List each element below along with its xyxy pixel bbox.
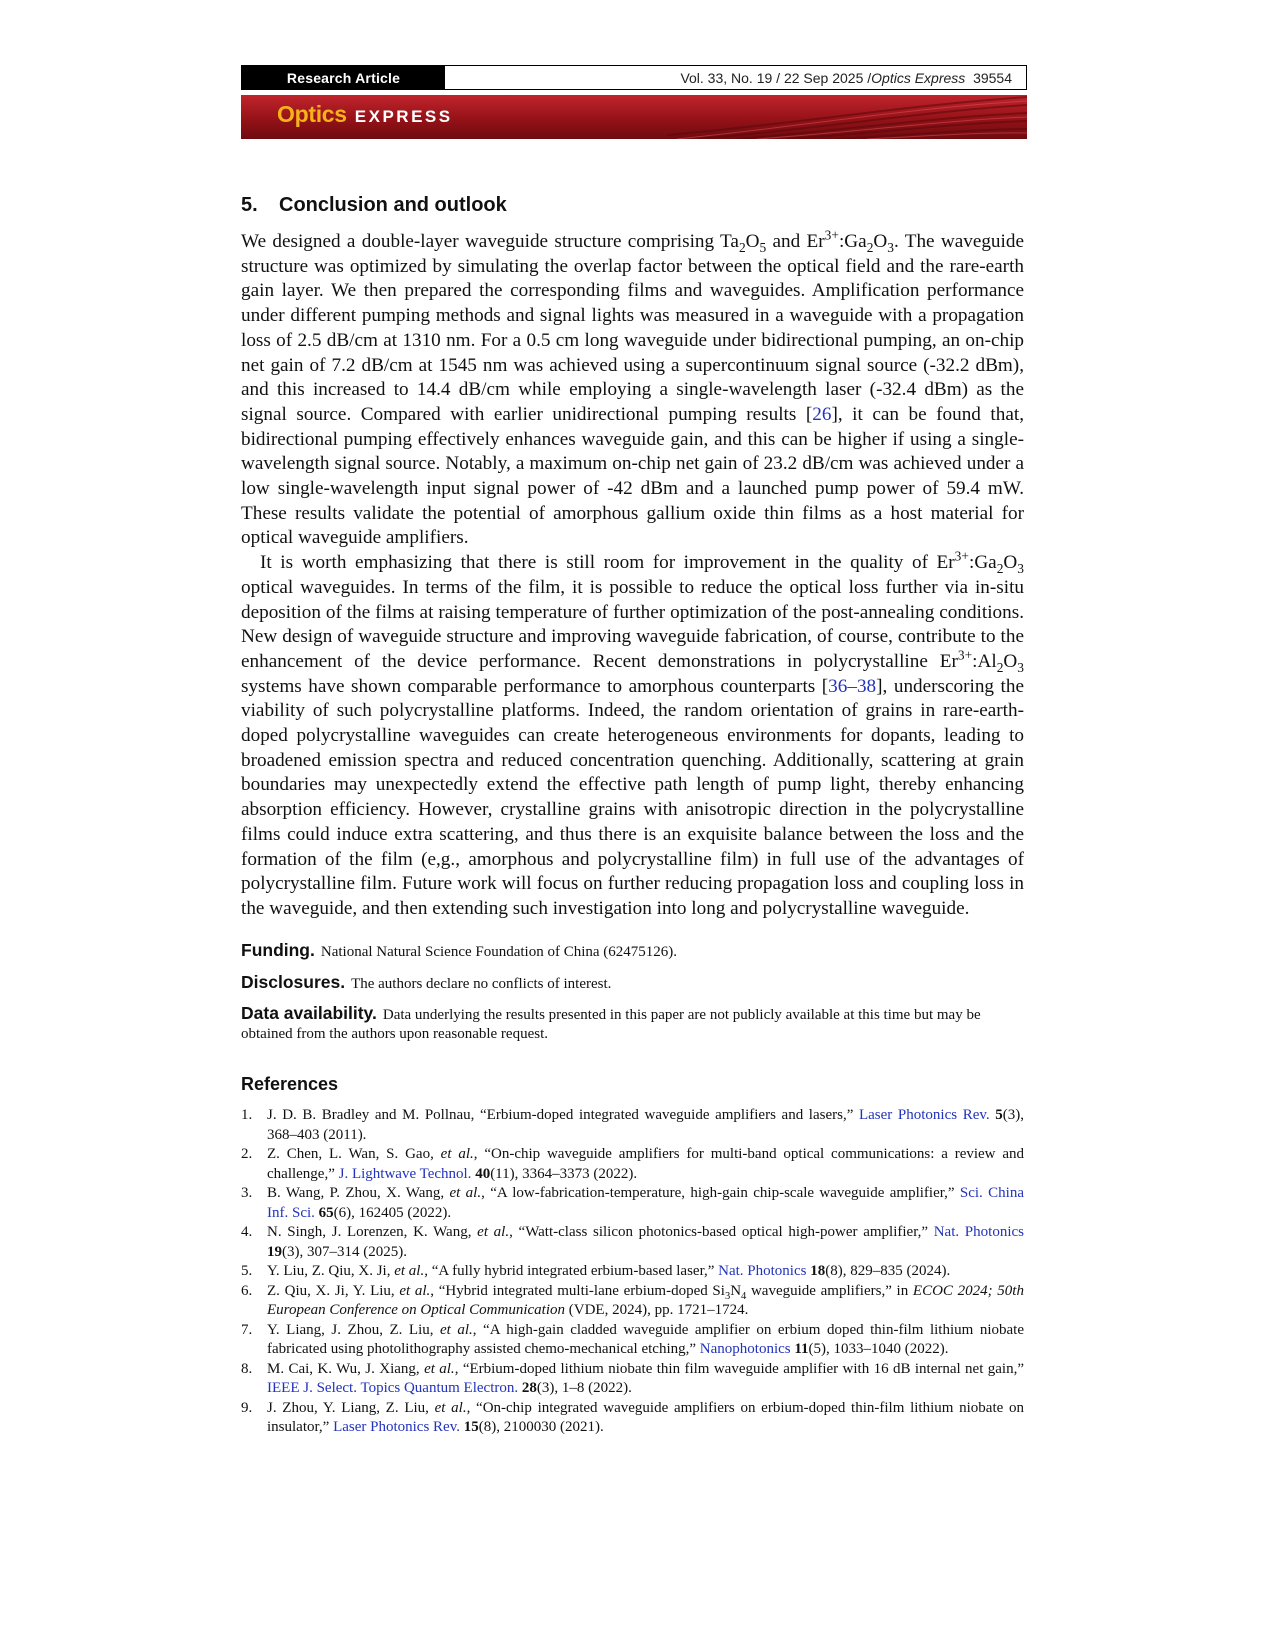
funding-label: Funding.: [241, 940, 315, 960]
references-heading: References: [241, 1074, 339, 1094]
logo-optics-text: Optics: [277, 101, 347, 127]
journal-name: Optics Express: [871, 69, 966, 86]
reference-item: 5. Y. Liu, Z. Qiu, X. Ji, et al., “A fully hybrid integrated erbium-based laser,” Nat. Photonics 18(8), 829–835 (2024).: [241, 1263, 951, 1279]
funding-statement: [241, 941, 1024, 962]
reference-item: 2. Z. Chen, L. Wan, S. Gao, et al., “On-chip waveguide amplifiers for multi-band optical communications: a review and challenge,” J. Lightwave Technol. 40(11), 3364–3373 (2022).: [241, 1146, 1024, 1182]
citation-prefix: Vol. 33, No. 19 / 22 Sep 2025 /: [680, 69, 872, 86]
citation-link[interactable]: 26: [812, 403, 832, 425]
journal-banner: [241, 95, 1027, 139]
reference-item: 1. J. D. B. Bradley and M. Pollnau, “Erbium-doped integrated waveguide amplifiers and lasers,” Laser Photonics Rev. 5(3), 368–403 (2011).: [241, 1107, 1025, 1143]
section-body: [241, 227, 1024, 922]
citation-line: [445, 66, 1026, 89]
disclosures-text: The authors declare no conflicts of interest.: [351, 976, 612, 992]
reference-item: 4. N. Singh, J. Lorenzen, K. Wang, et al., “Watt-class silicon photonics-based optical high-power amplifier,” Nat. Photonics 19(3), 307–314 (2025).: [241, 1224, 1024, 1260]
section-number: 5.: [241, 194, 258, 216]
journal-link[interactable]: Nanophotonics: [699, 1341, 791, 1357]
paragraph-2: It is worth emphasizing that there is still room for improvement in the quality of $Er^{3+}:Ga_2O_3$ optical waveguides. In terms of the film, it is possible to reduce the optical loss further via in-situ deposition of the films at raising temperature of further optimization of the post-annealing conditions. New design of waveguide structure and improving waveguide fabrication, of course, contribute to the enhancement of the device performance. Recent demonstrations in polycrystalline $Er^{3+}:Al_2O_3$ systems have shown comparable performance to amorphous counterparts [36–38], underscoring the viability of such polycrystalline platforms. Indeed, the random orientation of grains in rare-earth-doped polycrystalline waveguides can create heterogeneous environments for dopants, leading to broadened emission spectra and reduced concentration quenching. Additionally, scattering at grain boundaries may unexpectedly extend the effective path length of pump light, thereby enhancing absorption efficiency. However, crystalline grains with anisotropic direction in the polycrystalline films could induce extra scattering, and thus there is an exquisite balance between the loss and the formation of the film (e,g., amorphous and polycrystalline film) in full use of the advantages of polycrystalline film. Future work will focus on further reducing propagation loss and coupling loss in the waveguide, and then extending such investigation into long and polycrystalline waveguide.: [241, 548, 1024, 919]
section-title-text: Conclusion and outlook: [279, 194, 507, 216]
section-heading: [241, 194, 507, 217]
journal-link[interactable]: J. Lightwave Technol.: [338, 1165, 472, 1182]
reference-list: [241, 1106, 1024, 1438]
citation-link[interactable]: 36–38: [828, 675, 877, 697]
journal-header: [241, 65, 1027, 90]
reference-item: 9. J. Zhou, Y. Liang, Z. Liu, et al., “On-chip integrated waveguide amplifiers on erbium-doped thin-film lithium niobate on insulator,” Laser Photonics Rev. 15(8), 2100030 (2021).: [241, 1399, 1024, 1435]
journal-link[interactable]: Nat. Photonics: [933, 1224, 1024, 1240]
funding-text: National Natural Science Foundation of China (62475126).: [320, 944, 678, 960]
data-availability-label: Data availability.: [241, 1003, 377, 1023]
conference-name: ECOC 2024; 50th European Conference on Optical Communication: [267, 1282, 1024, 1318]
data-availability-statement: [241, 1004, 1024, 1044]
disclosures-label: Disclosures.: [241, 972, 346, 992]
journal-link[interactable]: Laser Photonics Rev.: [858, 1107, 990, 1123]
page-number: 39554: [973, 69, 1012, 86]
reference-item: 3. B. Wang, P. Zhou, X. Wang, et al., “A low-fabrication-temperature, high-gain chip-scale waveguide amplifier,” Sci. China Inf. Sci. 65(6), 162405 (2022).: [241, 1185, 1024, 1221]
journal-link[interactable]: Sci. China Inf. Sci.: [267, 1185, 1024, 1221]
paragraph-1: We designed a double-layer waveguide structure comprising $Ta_2O_5$ and $Er^{3+}:Ga_2O_3$. The waveguide structure was optimized by simulating the overlap factor between the optical field and the rare-earth gain layer. We then prepared the corresponding films and waveguides. Amplification performance under different pumping methods and signal lights was measured in a waveguide with a propagation loss of 2.5 dB/cm at 1310 nm. For a 0.5 cm long waveguide under bidirectional pumping, an on-chip net gain of 7.2 dB/cm at 1545 nm was achieved using a supercontinuum signal source (-32.2 dBm), and this increased to 14.4 dB/cm while employing a single-wavelength laser (-32.4 dBm) as the signal source. Compared with earlier unidirectional pumping results [26], it can be found that, bidirectional pumping effectively enhances waveguide gain, and this can be higher if using a single-wavelength signal source. Notably, a maximum on-chip net gain of 23.2 dB/cm was achieved under a low single-wavelength input signal power of -42 dBm and a launched pump power of 59.4 mW. These results validate the potential of amorphous gallium oxide thin films as a host material for optical waveguide amplifiers.: [241, 227, 1024, 549]
logo-express-text: EXPRESS: [354, 107, 453, 126]
reference-item: 7. Y. Liang, J. Zhou, Z. Liu, et al., “A high-gain cladded waveguide amplifier on erbium doped thin-film lithium niobate fabricated using photolithography assisted chemo-mechanical etching,” Nanophotonics 11(5), 1033–1040 (2022).: [241, 1321, 1024, 1357]
journal-link[interactable]: Nat. Photonics: [718, 1263, 807, 1279]
disclosures-statement: [241, 973, 1024, 994]
article-type: Research Article: [242, 66, 445, 89]
journal-link[interactable]: Laser Photonics Rev.: [333, 1419, 460, 1435]
data-availability-text: Data underlying the results presented in this paper are not publicly available at this time but may be obtained from the authors upon reasonable request.: [241, 1007, 981, 1042]
journal-logo: [277, 101, 453, 128]
banner-stripes-graphic: [667, 95, 1027, 139]
reference-item: 6. Z. Qiu, X. Ji, Y. Liu, et al., “Hybrid integrated multi-lane erbium-doped $Si_3N_4$ waveguide amplifiers,” in ECOC 2024; 50th European Conference on Optical Communication (VDE, 2024), pp. 1721–1724.: [241, 1282, 1024, 1318]
journal-link[interactable]: IEEE J. Select. Topics Quantum Electron.: [267, 1380, 519, 1396]
reference-item: 8. M. Cai, K. Wu, J. Xiang, et al., “Erbium-doped lithium niobate thin film waveguide amplifier with 16 dB internal net gain,” IEEE J. Select. Topics Quantum Electron. 28(3), 1–8 (2022).: [241, 1360, 1024, 1396]
